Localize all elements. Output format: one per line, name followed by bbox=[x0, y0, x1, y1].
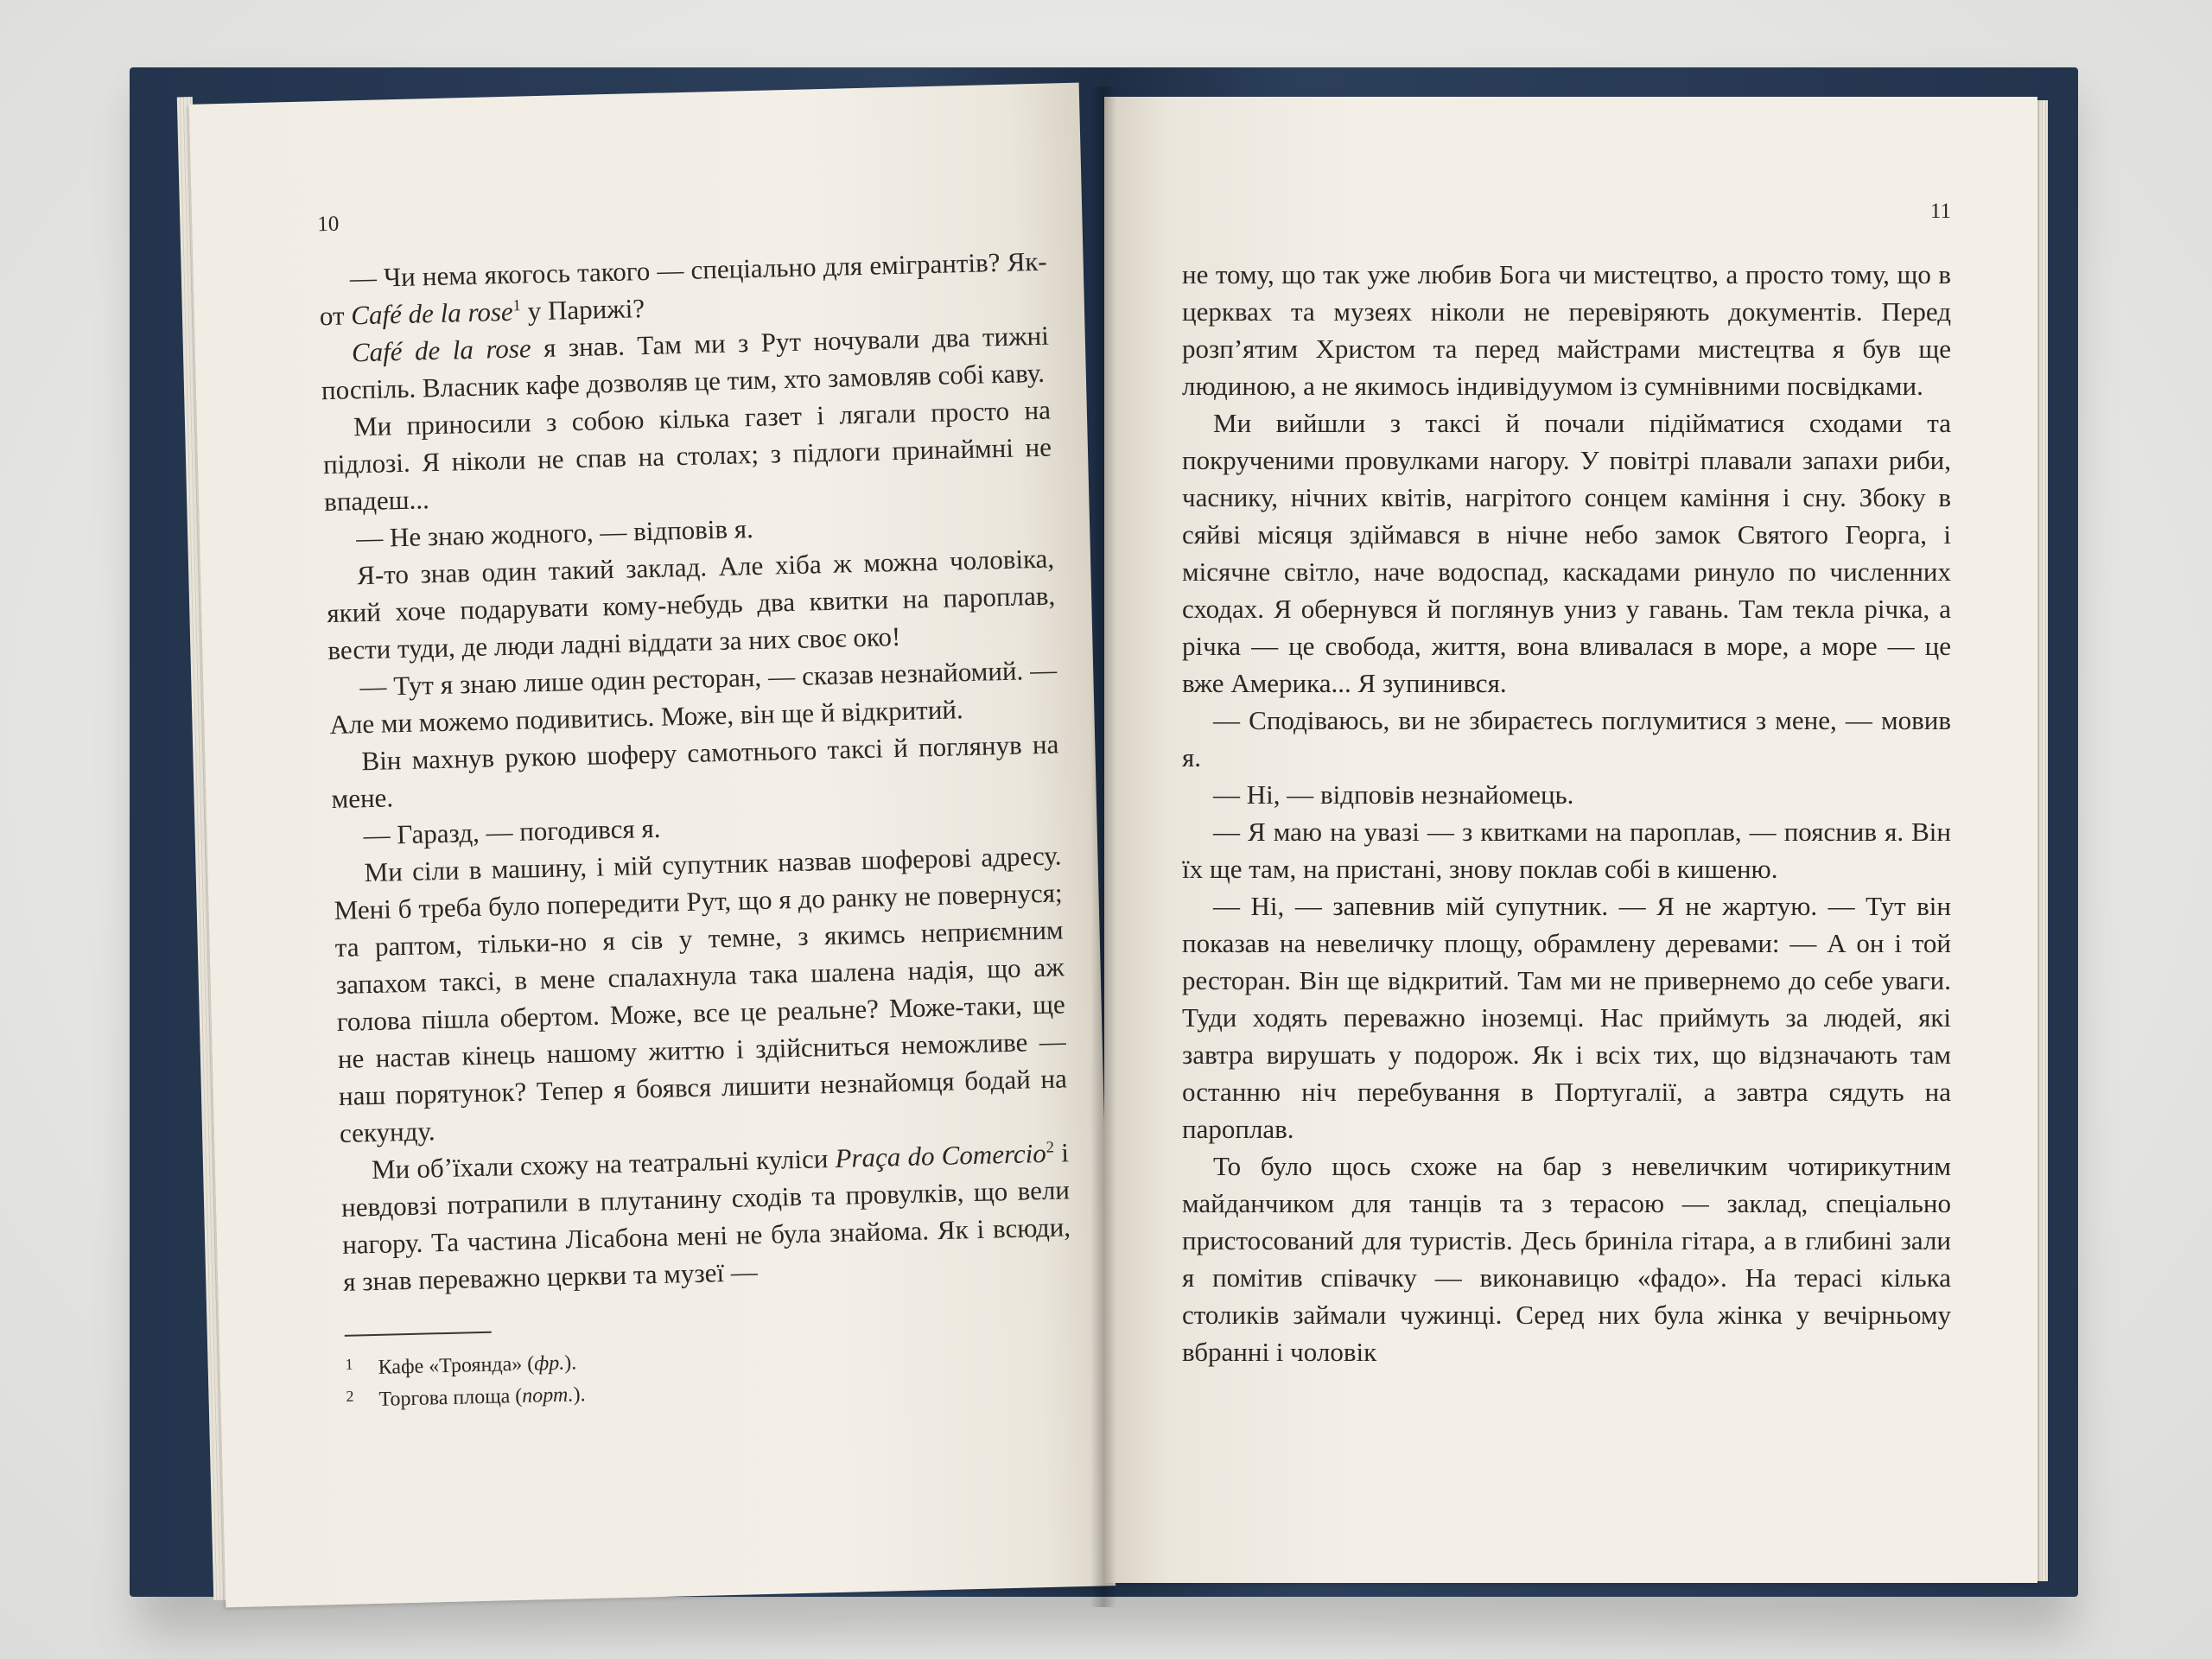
paragraph: — Я маю на увазі — з квитками на пароплав, — пояснив я. Він їх ще там, на пристані, знову поклав собі в кишеню. bbox=[1182, 817, 1951, 884]
paragraph: — Гаразд, — погодився я. bbox=[363, 812, 661, 851]
paragraph: — Сподіваюсь, ви не збираєтесь поглумитися з мене, — мовив я. bbox=[1182, 705, 1951, 772]
paragraph: Café de la rose я знав. Там ми з Рут ночували два тижні поспіль. Власник кафе дозволяв це тим, хто замовляв собі каву. bbox=[321, 320, 1050, 406]
paragraph: Ми об’їхали схожу на театральні куліси Praça do Comercio$^2$ і невдовзі потрапили в плутанину сходів та провулків, що вели нагору. Та частина Лісабона мені не була знайома. Як і всюди, я знав переважно церкви та музеї — bbox=[340, 1137, 1071, 1297]
paragraph: — Тут я знаю лише один ресторан, — сказав незнайомий. — Але ми можемо подивитись. Може, він ще й відкритий. bbox=[329, 654, 1058, 741]
footnote-marker: 1 bbox=[512, 296, 522, 315]
paragraph: Ми приносили з собою кілька газет і лягали просто на підлозі. Я ніколи не спав на столах; з підлоги принаймні не впадеш... bbox=[322, 394, 1052, 518]
paragraph: Ми вийшли з таксі й почали підійматися сходами та покрученими провулками нагору. У повітрі плавали запахи риби, часнику, нічних квітів, нагрітого сонцем каміння і сну. Збоку в сяйві місяця здіймався в нічне небо замок Святого Георга, і місячне світло, наче водоспад, каскадами ринуло по численних сходах. Я обернувся й поглянув униз у гавань. Там текла річка, а річка — це свобода, життя, вона вливалася в море, а море — це вже Америка... Я зупинився. bbox=[1182, 408, 1951, 698]
paragraph: Ми сіли в машину, і мій супутник назвав шоферові адресу. Мені б треба було попередити Рут, що я до ранку не повернуся; та раптом, тільки-но я сів у темне, з якимсь неприємним запахом таксі, в мене спалахнула така шалена надія, що аж голова пішла обертом. Може, все це реальне? Може-таки, ще не настав кінець нашому життю і здійсниться неможливе — наш порятунок? Тепер я боявся лишити незнайомця бодай на секунду. bbox=[334, 840, 1068, 1148]
footnotes bbox=[345, 1332, 1075, 1414]
paragraph: — Не знаю жодного, — відповів я. bbox=[355, 513, 754, 554]
paragraph: — Ні, — запевнив мій супутник. — Я не жартую. — Тут він показав на невеличку площу, обрамлену деревами: — А он і той ресторан. Він ще відкритий. Там ми не привернемо до себе уваги. Туди ходять переважно іноземці. Нас приймуть за людей, які завтра вирушать у подорож. Як і всіх тих, що відзначають там останню ніч перебування в Португалії, а завтра сядуть на пароплав. bbox=[1182, 891, 1951, 1144]
left-page-number: 10 bbox=[317, 212, 340, 237]
left-page bbox=[189, 83, 1116, 1608]
book-gutter bbox=[1090, 86, 1116, 1607]
right-page bbox=[1104, 97, 2037, 1583]
italic-phrase: Praça do Comercio bbox=[835, 1137, 1047, 1173]
paragraph: не тому, що так уже любив Бога чи мистецтво, а просто тому, що в церквах та музеях ніколи не перевіряють документів. Перед розп’ятим Христом та перед майстрами мистецтва я був ще людиною, а не якимось індивідуумом із сумнівними посвідками. bbox=[1182, 259, 1951, 401]
footnote-number: 2 bbox=[346, 1387, 354, 1405]
footnote: 1 Кафе «Троянда» (фр.). bbox=[345, 1332, 1074, 1382]
footnote-number: 1 bbox=[345, 1355, 353, 1373]
footnote-marker: 2 bbox=[1046, 1138, 1055, 1157]
italic-phrase: Café de la rose bbox=[351, 333, 532, 368]
paragraph: То було щось схоже на бар з невеличким чотирикутним майданчиком для танців та з терасою — заклад, спеціально пристосований для туристів. Десь бриніла гітара, а в глибині зали я помітив співачку — виконавицю «фадо». На терасі кілька столиків займали чужинці. Серед них була жінка у вечірньому вбранні і чоловік bbox=[1182, 1151, 1951, 1367]
paragraph: — Ні, — відповів незнайомець. bbox=[1213, 779, 1574, 810]
paragraph: Я-то знав один такий заклад. Але хіба ж можна чоловіка, який хоче подарувати кому-небудь два квитки на пароплав, вести туди, де люди ладні віддати за них своє око! bbox=[326, 543, 1056, 666]
right-page-text bbox=[1182, 256, 1951, 1370]
language-abbr: фр. bbox=[533, 1351, 565, 1376]
left-page-text bbox=[318, 243, 1071, 1300]
footnote-rule bbox=[345, 1332, 492, 1337]
paragraph: Він махнув рукою шоферу самотнього таксі й поглянув на мене. bbox=[331, 728, 1059, 815]
right-page-number: 11 bbox=[1929, 200, 1951, 223]
italic-phrase: Café de la rose bbox=[350, 296, 514, 331]
right-page-edges bbox=[2036, 100, 2048, 1581]
paragraph: — Чи нема якогось такого — спеціально для емігрантів? Як-от Café de la rose$^1$ у Парижі? bbox=[319, 245, 1048, 332]
language-abbr: порт. bbox=[521, 1383, 574, 1408]
footnote: 2 Торгова площа (порт.). bbox=[346, 1364, 1075, 1414]
